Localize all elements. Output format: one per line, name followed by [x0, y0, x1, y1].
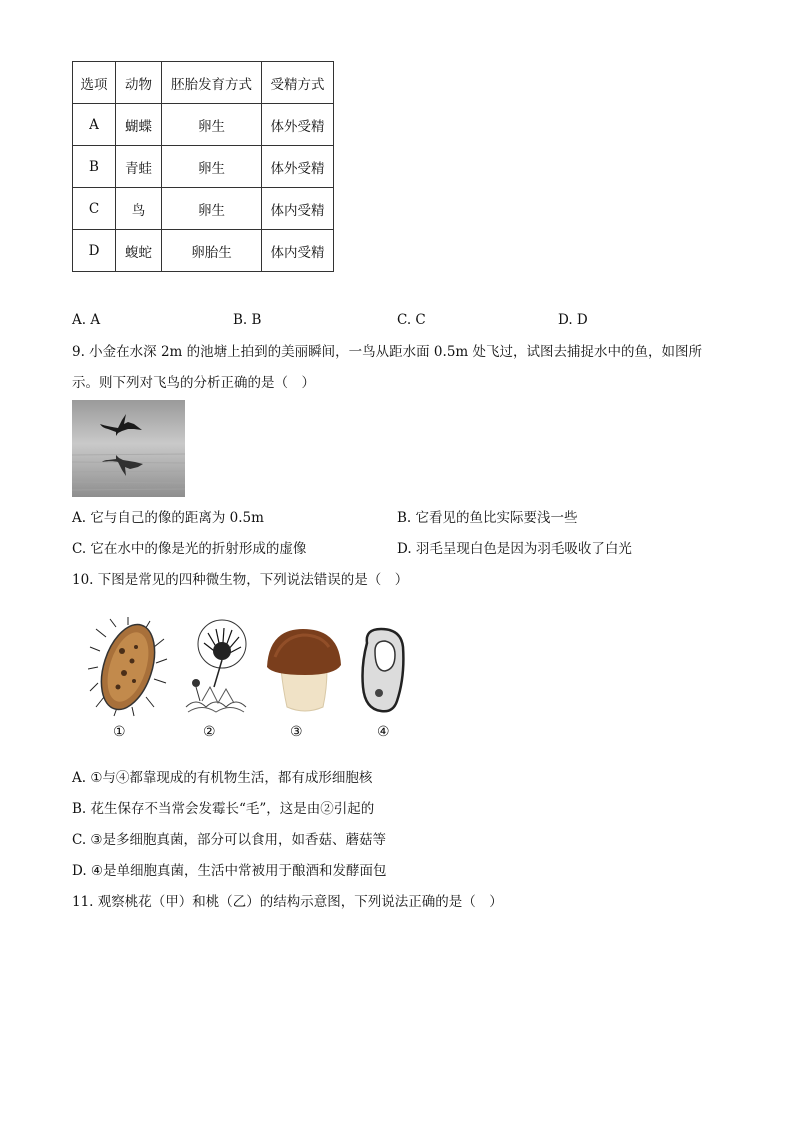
- q8-choice-c: C. C: [397, 312, 426, 328]
- table-cell: D: [73, 230, 116, 272]
- microbe-label-4: ④: [377, 724, 390, 740]
- q10-stem: 10. 下图是常见的四种微生物，下列说法错误的是（ ）: [72, 572, 409, 588]
- table-header-cell: 受精方式: [262, 62, 334, 104]
- microbe-label-1: ①: [113, 724, 126, 740]
- q9-choice-b: B. 它看见的鱼比实际要浅一些: [397, 510, 578, 526]
- table-cell: 卵胎生: [162, 230, 262, 272]
- table-header-cell: 胚胎发育方式: [162, 62, 262, 104]
- table-row: [73, 188, 334, 230]
- bacterium-image: [88, 617, 168, 721]
- table-cell: B: [73, 146, 116, 188]
- table-cell: 鸟: [116, 188, 162, 230]
- q9-stem-line2: 示。则下列对飞鸟的分析正确的是（ ）: [72, 375, 315, 391]
- table-cell: 蝴蝶: [116, 104, 162, 146]
- table-cell: 卵生: [162, 104, 262, 146]
- table-cell: A: [73, 104, 116, 146]
- table-cell: 体外受精: [262, 104, 334, 146]
- q10-choice-a: A. ①与④都靠现成的有机物生活，都有成形细胞核: [72, 770, 373, 786]
- table-row: [73, 104, 334, 146]
- table-header-cell: 动物: [116, 62, 162, 104]
- yeast-image: [357, 617, 409, 721]
- microbe-label-2: ②: [203, 724, 216, 740]
- bird-over-water-photo: [72, 400, 185, 497]
- table-cell: 蝮蛇: [116, 230, 162, 272]
- q11-stem: 11. 观察桃花（甲）和桃（乙）的结构示意图，下列说法正确的是（ ）: [72, 894, 503, 910]
- mold-image: [182, 617, 252, 721]
- table-header-cell: 选项: [73, 62, 116, 104]
- microbe-label-3: ③: [290, 724, 303, 740]
- table-row: [73, 146, 334, 188]
- table-cell: 体内受精: [262, 230, 334, 272]
- q8-choice-b: B. B: [233, 312, 262, 328]
- table-row: [73, 230, 334, 272]
- table-cell: 体内受精: [262, 188, 334, 230]
- options-table: [72, 61, 334, 272]
- table-header-row: [73, 62, 334, 104]
- table-cell: 卵生: [162, 146, 262, 188]
- table-cell: 青蛙: [116, 146, 162, 188]
- q9-choice-d: D. 羽毛呈现白色是因为羽毛吸收了白光: [397, 541, 632, 557]
- mushroom-image: [265, 617, 343, 721]
- q10-choice-c: C. ③是多细胞真菌，部分可以食用，如香菇、蘑菇等: [72, 832, 387, 848]
- table-cell: 卵生: [162, 188, 262, 230]
- q10-choice-b: B. 花生保存不当常会发霉长“毛”，这是由②引起的: [72, 801, 375, 817]
- q9-choice-c: C. 它在水中的像是光的折射形成的虚像: [72, 541, 307, 557]
- q9-choice-a: A. 它与自己的像的距离为 0.5m: [72, 510, 264, 526]
- q10-choice-d: D. ④是单细胞真菌，生活中常被用于酿酒和发酵面包: [72, 863, 387, 879]
- q8-choice-a: A. A: [72, 312, 101, 328]
- q8-choice-d: D. D: [558, 312, 588, 328]
- table-cell: 体外受精: [262, 146, 334, 188]
- q9-stem-line1: 9. 小金在水深 2m 的池塘上拍到的美丽瞬间，一鸟从距水面 0.5m 处飞过，试图去捕捉水中的鱼，如图所: [72, 344, 702, 360]
- table-cell: C: [73, 188, 116, 230]
